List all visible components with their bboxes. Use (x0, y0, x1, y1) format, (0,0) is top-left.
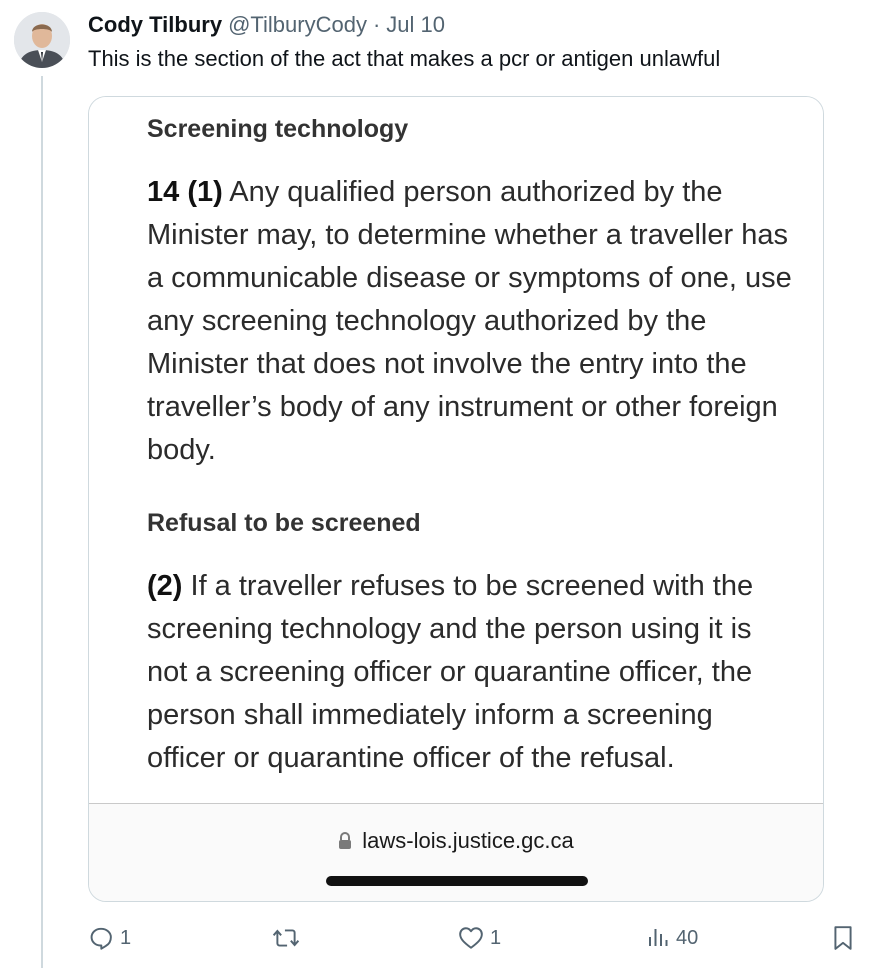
section-14-2 (147, 565, 797, 780)
tweet-text: This is the section of the act that makes a pcr or antigen unlawful (88, 46, 721, 71)
reply-button[interactable] (88, 918, 131, 958)
author-handle[interactable]: @TilburyCody (228, 12, 367, 37)
lock-icon (338, 832, 352, 850)
views-chart-icon (646, 926, 670, 950)
like-count: 1 (490, 926, 502, 949)
reply-count: 1 (120, 926, 132, 949)
heading-refusal-to-be-screened: Refusal to be screened (147, 509, 421, 537)
like-button[interactable] (458, 918, 501, 958)
heart-icon (458, 926, 484, 950)
section-14-1-text: Any qualified person authorized by the Minister may, to determine whether a traveller has a communicable disease or symptoms of one, use any screening technology authorized by the Minister that does not involve the entry into the traveller’s body of any instrument or other foreign body. (147, 176, 792, 466)
home-indicator (326, 876, 588, 886)
author-name[interactable]: Cody Tilbury (88, 12, 223, 37)
retweet-icon (272, 925, 300, 951)
browser-url-bar (89, 804, 823, 901)
retweet-button[interactable] (272, 918, 306, 958)
tweet-header (88, 12, 445, 40)
avatar-photo (14, 12, 70, 68)
tweet-date[interactable]: Jul 10 (386, 12, 445, 37)
heading-screening-technology: Screening technology (147, 115, 409, 143)
section-14-1-number: 14 (1) (147, 176, 223, 208)
views-button[interactable] (646, 918, 698, 958)
avatar[interactable] (14, 12, 70, 68)
url-display (89, 828, 823, 854)
section-14-2-text: If a traveller refuses to be screened with the screening technology and the person using it is not a screening officer or quarantine officer, the person shall immediately inform a screening officer or quarantine officer of the refusal. (147, 570, 754, 774)
section-14-1 (147, 171, 797, 472)
bookmark-icon (832, 925, 854, 951)
separator-dot: · (372, 12, 381, 37)
section-14-2-number: (2) (147, 570, 183, 602)
thread-line (41, 76, 43, 968)
media-screenshot[interactable] (88, 96, 824, 902)
views-count: 40 (676, 926, 699, 949)
tweet-actions (88, 918, 858, 958)
reply-icon (88, 925, 114, 951)
url-text: laws-lois.justice.gc.ca (362, 828, 574, 853)
bookmark-button[interactable] (832, 918, 854, 958)
law-document (89, 97, 823, 803)
